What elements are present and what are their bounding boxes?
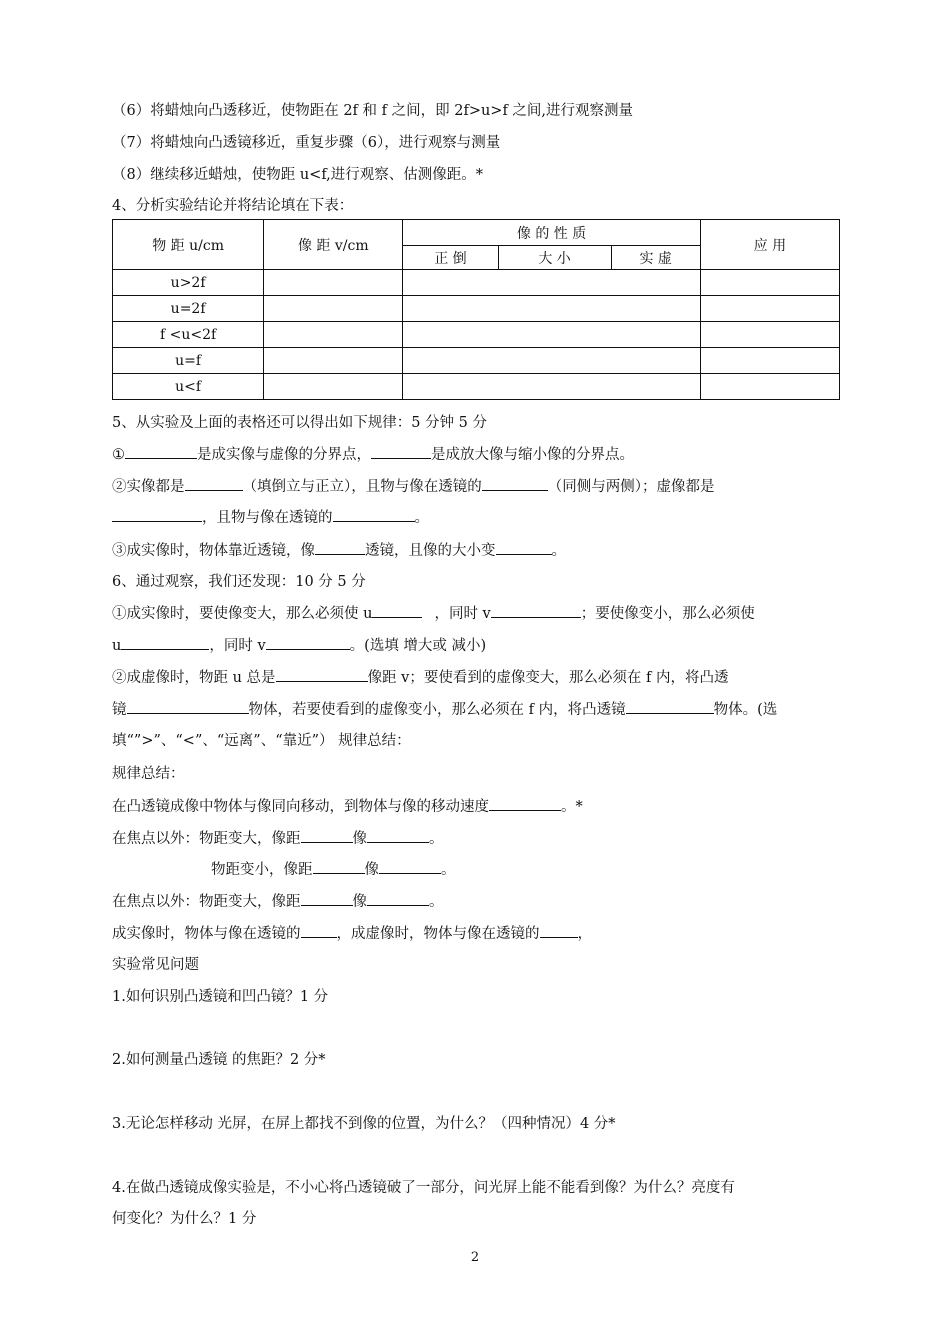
summary-5: 成实像时，物体与像在透镜的 ，成虚像时，物体与像在透镜的 ，: [112, 923, 592, 944]
fill-blank[interactable]: [371, 444, 431, 459]
fill-blank[interactable]: [301, 923, 337, 938]
answer-cell[interactable]: [700, 374, 839, 400]
fill-blank[interactable]: [496, 540, 552, 555]
rule-2-cont: ，且物与像在透镜的 。: [112, 507, 429, 528]
sub-real-virtual: 实 虚: [611, 246, 700, 270]
fill-blank[interactable]: [301, 891, 353, 906]
fill-blank[interactable]: [125, 444, 197, 459]
sub-orientation: 正 倒: [403, 246, 498, 270]
answer-cell[interactable]: [264, 296, 403, 322]
table-row: [113, 322, 840, 348]
question-4: 4.在做凸透镜成像实验是，不小心将凸透镜破了一部分，问光屏上能不能看到像？为什么？亮度有: [112, 1180, 735, 1196]
fill-blank[interactable]: [266, 635, 350, 650]
answer-cell[interactable]: [403, 374, 700, 400]
question-4-cont: 何变化？为什么？1 分: [112, 1211, 257, 1227]
question-3: 3.无论怎样移动 光屏，在屏上都找不到像的位置，为什么？（四种情况）4 分*: [112, 1116, 616, 1132]
section-6-title: 6、通过观察，我们还发现：10 分 5 分: [112, 574, 366, 590]
fill-blank[interactable]: [379, 859, 441, 874]
answer-cell[interactable]: [700, 348, 839, 374]
row-label: u=2f: [113, 296, 264, 322]
row-label: u=f: [113, 348, 264, 374]
observe-1: ①成实像时，要使像变大，那么必须使 u ，同时 v ；要使像变小，那么必须使: [112, 603, 755, 624]
table-row: [113, 296, 840, 322]
fill-blank[interactable]: [482, 476, 548, 491]
observe-1-cont: u ，同时 v 。(选填 增大或 减小): [112, 635, 486, 656]
row-label: u>2f: [113, 270, 264, 296]
table-row: [113, 374, 840, 400]
summary-2: 在焦点以外：物距变大，像距 像 。: [112, 828, 444, 849]
question-1: 1.如何识别凸透镜和凹凸镜？1 分: [112, 989, 329, 1005]
summary-title: 规律总结：: [112, 766, 185, 782]
answer-cell[interactable]: [264, 348, 403, 374]
row-label: f <u<2f: [113, 322, 264, 348]
fill-blank[interactable]: [301, 828, 353, 843]
answer-cell[interactable]: [264, 270, 403, 296]
fill-blank[interactable]: [185, 476, 243, 491]
answer-cell[interactable]: [403, 322, 700, 348]
observe-options: 填“”>”、“<”、“远离”、“靠近”） 规律总结：: [112, 733, 411, 749]
fill-blank[interactable]: [315, 540, 365, 555]
answer-cell[interactable]: [700, 296, 839, 322]
summary-1: 在凸透镜成像中物体与像同向移动，到物体与像的移动速度 。*: [112, 796, 583, 817]
fill-blank[interactable]: [127, 699, 249, 714]
observe-2: ②成虚像时，物距 u 总是 像距 v；要使看到的虚像变大，那么必须在 f 内，将凸透: [112, 667, 728, 688]
answer-cell[interactable]: [403, 348, 700, 374]
fill-blank[interactable]: [367, 891, 429, 906]
col-object-distance: 物 距 u/cm: [113, 220, 264, 270]
step-6: （6）将蜡烛向凸透移近，使物距在 2f 和 f 之间，即 2f>u>f 之间,进行观察测量: [112, 103, 634, 119]
question-2: 2.如何测量凸透镜 的焦距？2 分*: [112, 1052, 326, 1068]
col-image-nature: 像 的 性 质: [403, 220, 700, 246]
fill-blank[interactable]: [112, 507, 202, 522]
answer-cell[interactable]: [700, 322, 839, 348]
rule-2: ②实像都是 （填倒立与正立），且物与像在透镜的 （同侧与两侧）；虚像都是: [112, 476, 715, 497]
row-label: u<f: [113, 374, 264, 400]
observe-2-cont: 镜 物体，若要使看到的虚像变小，那么必须在 f 内，将凸透镜 物体。(选: [112, 699, 777, 720]
fill-blank[interactable]: [540, 923, 578, 938]
summary-4: 在焦点以外：物距变大，像距 像 。: [112, 891, 444, 912]
table-row: [113, 270, 840, 296]
conclusion-table: [112, 219, 840, 400]
summary-3: 物距变小，像距 像 。: [211, 859, 456, 880]
fill-blank[interactable]: [372, 603, 422, 618]
fill-blank[interactable]: [626, 699, 714, 714]
step-8: （8）继续移近蜡烛，使物距 u<f,进行观察、估测像距。*: [112, 167, 484, 183]
col-image-distance: 像 距 v/cm: [264, 220, 403, 270]
rule-1: ① 是成实像与虚像的分界点， 是成放大像与缩小像的分界点。: [112, 444, 634, 465]
fill-blank[interactable]: [313, 859, 365, 874]
rule-3: ③成实像时，物体靠近透镜，像 透镜，且像的大小变 。: [112, 540, 566, 561]
table-row: [113, 348, 840, 374]
section-5-title: 5、从实验及上面的表格还可以得出如下规律：5 分钟 5 分: [112, 415, 488, 431]
col-application: 应 用: [700, 220, 839, 270]
step-7: （7）将蜡烛向凸透镜移近，重复步骤（6），进行观察与测量: [112, 135, 501, 151]
fill-blank[interactable]: [333, 507, 415, 522]
answer-cell[interactable]: [264, 374, 403, 400]
answer-cell[interactable]: [403, 270, 700, 296]
fill-blank[interactable]: [491, 603, 581, 618]
fill-blank[interactable]: [121, 635, 209, 650]
page-number: 2: [470, 1250, 480, 1265]
fill-blank[interactable]: [276, 667, 368, 682]
questions-title: 实验常见问题: [112, 957, 199, 973]
sub-size: 大 小: [498, 246, 611, 270]
section-4-title: 4、分析实验结论并将结论填在下表：: [112, 198, 354, 214]
answer-cell[interactable]: [264, 322, 403, 348]
fill-blank[interactable]: [367, 828, 429, 843]
answer-cell[interactable]: [700, 270, 839, 296]
answer-cell[interactable]: [403, 296, 700, 322]
fill-blank[interactable]: [489, 796, 561, 811]
